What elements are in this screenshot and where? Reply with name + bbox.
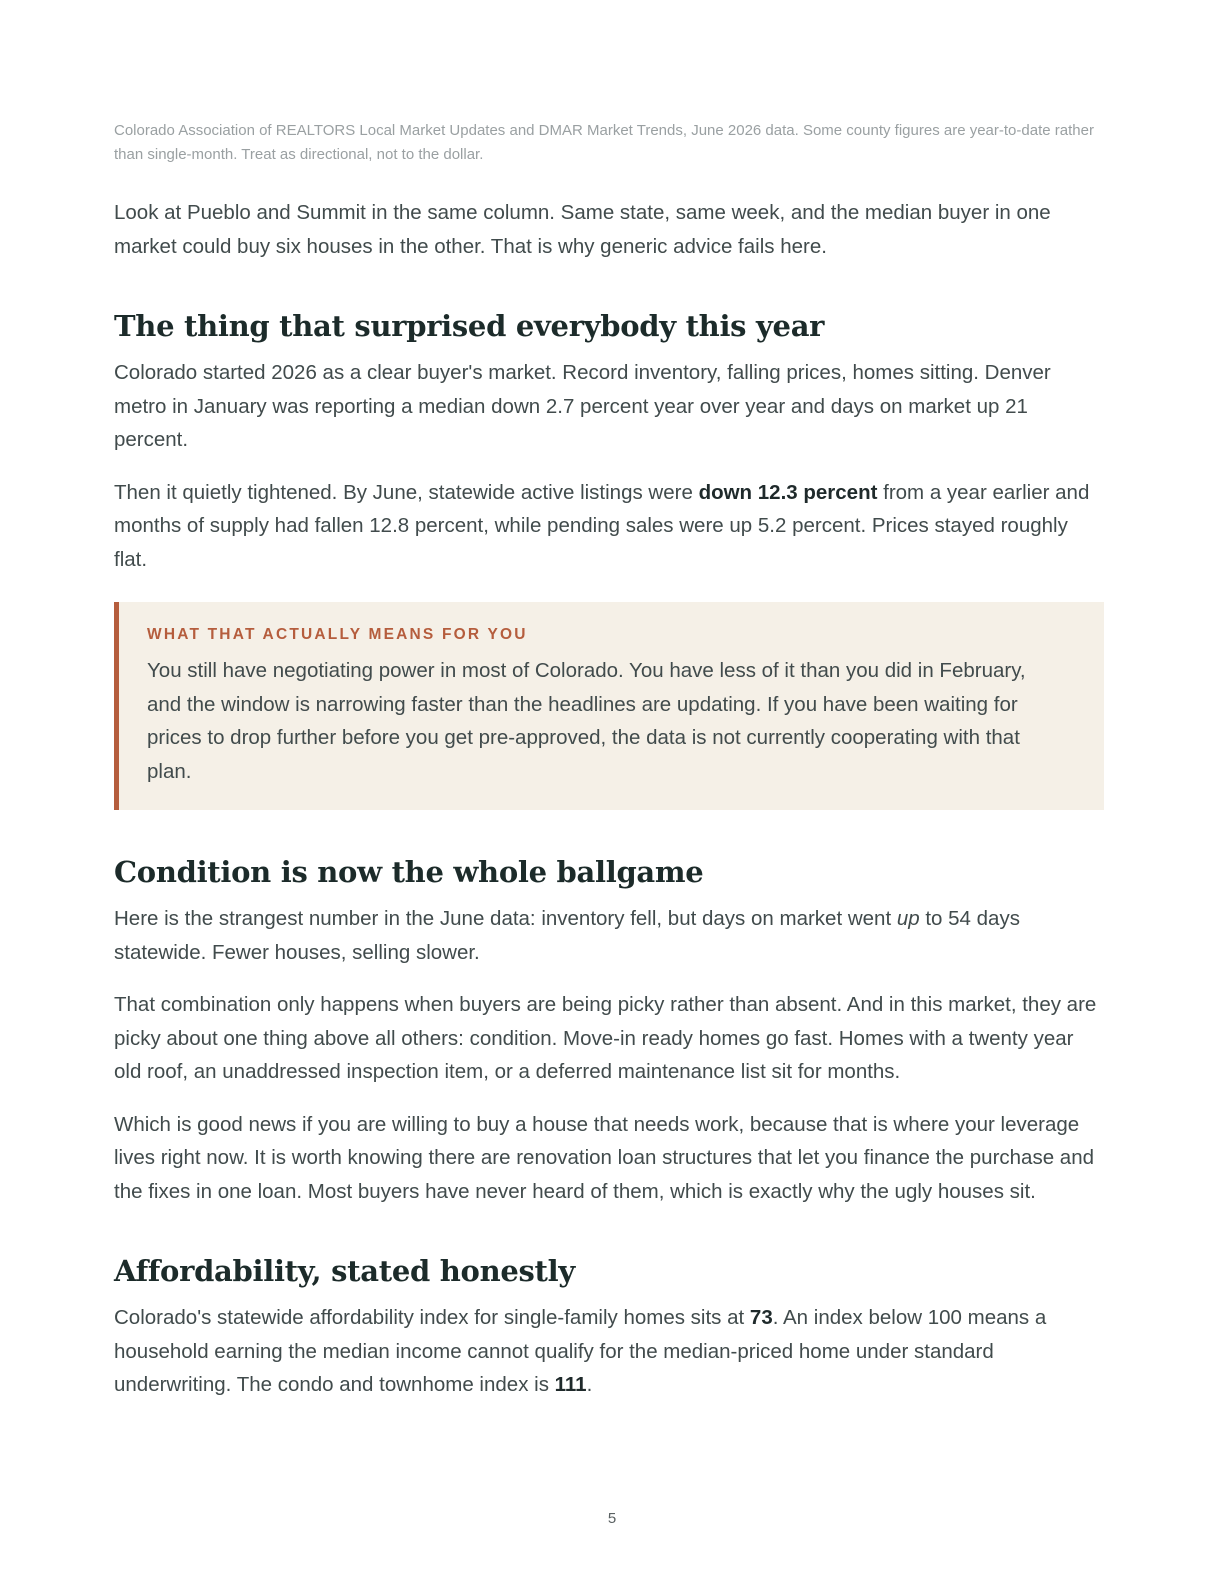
condition-paragraph-3: Which is good news if you are willing to buy a house that needs work, because that is where your leverage lives right now. It is worth knowing there are renovation loan structures that let you finance the purchase and the fixes in one loan. Most buyers have never heard of them, which is exactly why the ugly houses sit. — [114, 1112, 1094, 1203]
surprise-paragraph-2 — [114, 476, 1104, 577]
surprise-paragraph-1: Colorado started 2026 as a clear buyer's market. Record inventory, falling prices, homes sitting. Denver metro in January was reporting a median down 2.7 percent year over year and days on market up 21 percent. — [114, 361, 1051, 451]
affordability-paragraph-1 — [114, 1301, 1104, 1402]
affordability-text-2: . An index below 100 means a household earning the median income cannot qualify for the median-priced home under standard underwriting. The condo and townhome index is — [114, 1306, 1047, 1396]
source-note: Colorado Association of REALTORS Local Market Updates and DMAR Market Trends, June 2026 data. Some county figures are year-to-date rather than single-month. Treat as directional, not to the dollar. — [114, 122, 1094, 163]
page-number: 5 — [607, 1510, 617, 1527]
surprise-p2-text-before: Then it quietly tightened. By June, statewide active listings were — [114, 480, 699, 504]
section-heading-surprise: The thing that surprised everybody this year — [114, 309, 825, 343]
condition-p1-text-before: Here is the strangest number in the June data: inventory fell, but days on market went — [114, 907, 897, 930]
section-heading-affordability: Affordability, stated honestly — [114, 1254, 575, 1288]
callout-text: You still have negotiating power in most of Colorado. You have less of it than you did in February, and the window is narrowing faster than the headlines are updating. If you have been waiting for prices to drop further before you get pre-approved, the data is not currently cooperating with that plan. — [147, 659, 1026, 783]
condition-paragraph-1 — [114, 902, 1104, 969]
callout-box — [114, 602, 1104, 810]
surprise-p2-text-after: from a year earlier and months of supply had fallen 12.8 percent, while pending sales were up 5.2 percent. Prices stayed roughly flat. — [114, 480, 1090, 571]
affordability-index-condo: 111 — [554, 1373, 587, 1396]
section-heading-condition: Condition is now the whole ballgame — [114, 855, 704, 889]
affordability-text-3: . — [586, 1373, 593, 1396]
condition-p1-emphasis: up — [896, 907, 920, 930]
callout-label: WHAT THAT ACTUALLY MEANS FOR YOU — [147, 626, 528, 643]
affordability-index-single-family: 73 — [749, 1306, 773, 1329]
page-content — [114, 119, 1104, 1421]
surprise-p2-highlight: down 12.3 percent — [698, 480, 878, 504]
condition-paragraph-2: That combination only happens when buyers are being picky rather than absent. And in this market, they are picky about one thing above all others: condition. Move-in ready homes go fast. Homes with a twenty year old roof, an unaddressed inspection item, or a deferred maintenance list sit for months. — [114, 993, 1097, 1083]
intro-paragraph: Look at Pueblo and Summit in the same column. Same state, same week, and the median buyer in one market could buy six houses in the other. That is why generic advice fails here. — [114, 201, 1051, 258]
condition-p1-text-after: to 54 days statewide. Fewer houses, selling slower. — [114, 907, 1020, 964]
affordability-text-1: Colorado's statewide affordability index for single-family homes sits at — [114, 1306, 750, 1329]
